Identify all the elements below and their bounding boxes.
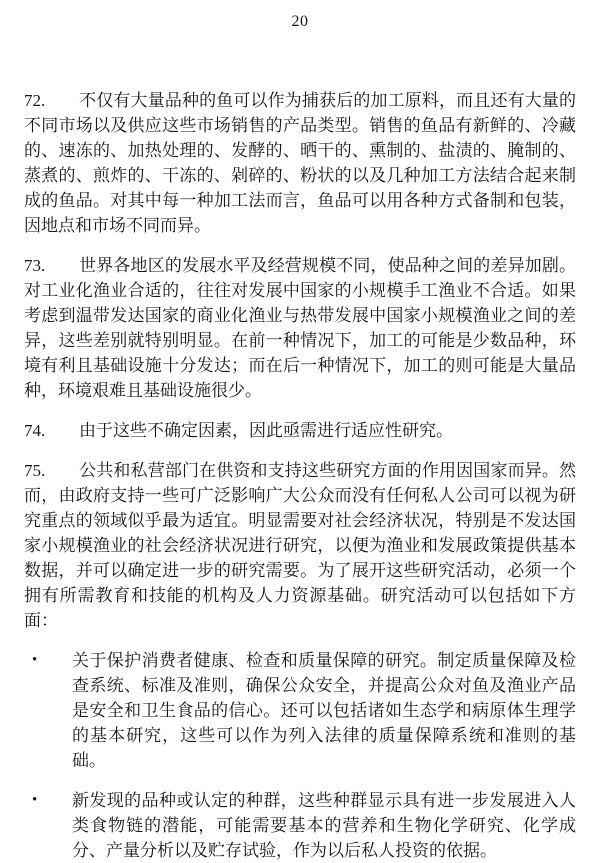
bullet-icon: •	[32, 652, 38, 668]
paragraph-number: 75.	[24, 461, 46, 480]
list-item	[24, 788, 576, 863]
page-number: 20	[291, 13, 309, 30]
paragraph-text: 不仅有大量品种的鱼可以作为捕获后的加工原料，而且还有大量的不同市场以及供应这些市场销售的产品类型。销售的鱼品有新鲜的、冷藏的、速冻的、加热处理的、发酵的、晒干的、熏制的、盐渍的、腌制的、蒸煮的、煎炸的、干冻的、剁碎的、粉状的以及几种加工方法结合起来制成的鱼品。对其中每一种加工法而言，鱼品可以用各种方式备制和包装，因地点和市场不同而异。	[24, 91, 576, 235]
paragraph-73	[24, 253, 576, 403]
paragraph-72	[24, 88, 576, 238]
bullet-icon: •	[32, 792, 38, 808]
paragraph-text: 由于这些不确定因素，因此亟需进行适应性研究。	[79, 421, 453, 440]
paragraph-number: 73.	[24, 256, 46, 275]
paragraph-number: 74.	[24, 421, 46, 440]
bullet-text: 新发现的品种或认定的种群，这些种群显示具有进一步发展进入人类食物链的潜能，可能需要基本的营养和生物化学研究、化学成分、产量分析以及贮存试验，作为以后私人投资的依据。	[72, 791, 576, 860]
document-body	[24, 88, 576, 863]
paragraph-74	[24, 418, 576, 443]
paragraph-number: 72.	[24, 91, 46, 110]
paragraph-75	[24, 458, 576, 633]
bullet-text: 关于保护消费者健康、检查和质量保障的研究。制定质量保障及检查系统、标准及准则，确保公众安全，并提高公众对鱼及渔业产品是安全和卫生食品的信心。还可以包括诸如生态学和病原体生理学的基本研究，这些可以作为列入法律的质量保障系统和准则的基础。	[72, 651, 576, 770]
paragraph-text: 公共和私营部门在供资和支持这些研究方面的作用因国家而异。然而，由政府支持一些可广泛影响广大公众而没有任何私人公司可以视为研究重点的领域似乎最为适宜。明显需要对社会经济状况，特别是不发达国家小规模渔业的社会经济状况进行研究，以便为渔业和发展政策提供基本数据，并可以确定进一步的研究需要。为了展开这些研究活动，必须一个拥有所需教育和技能的机构及人力资源基础。研究活动可以包括如下方面：	[24, 461, 576, 630]
list-item	[24, 648, 576, 773]
paragraph-text: 世界各地区的发展水平及经营规模不同，使品种之间的差异加剧。对工业化渔业合适的，往往对发展中国家的小规模手工渔业不合适。如果考虑到温带发达国家的商业化渔业与热带发展中国家小规模渔业之间的差异，这些差别就特别明显。在前一种情况下，加工的可能是少数品种，环境有利且基础设施十分发达；而在后一种情况下，加工的则可能是大量品种，环境艰难且基础设施很少。	[24, 256, 576, 400]
